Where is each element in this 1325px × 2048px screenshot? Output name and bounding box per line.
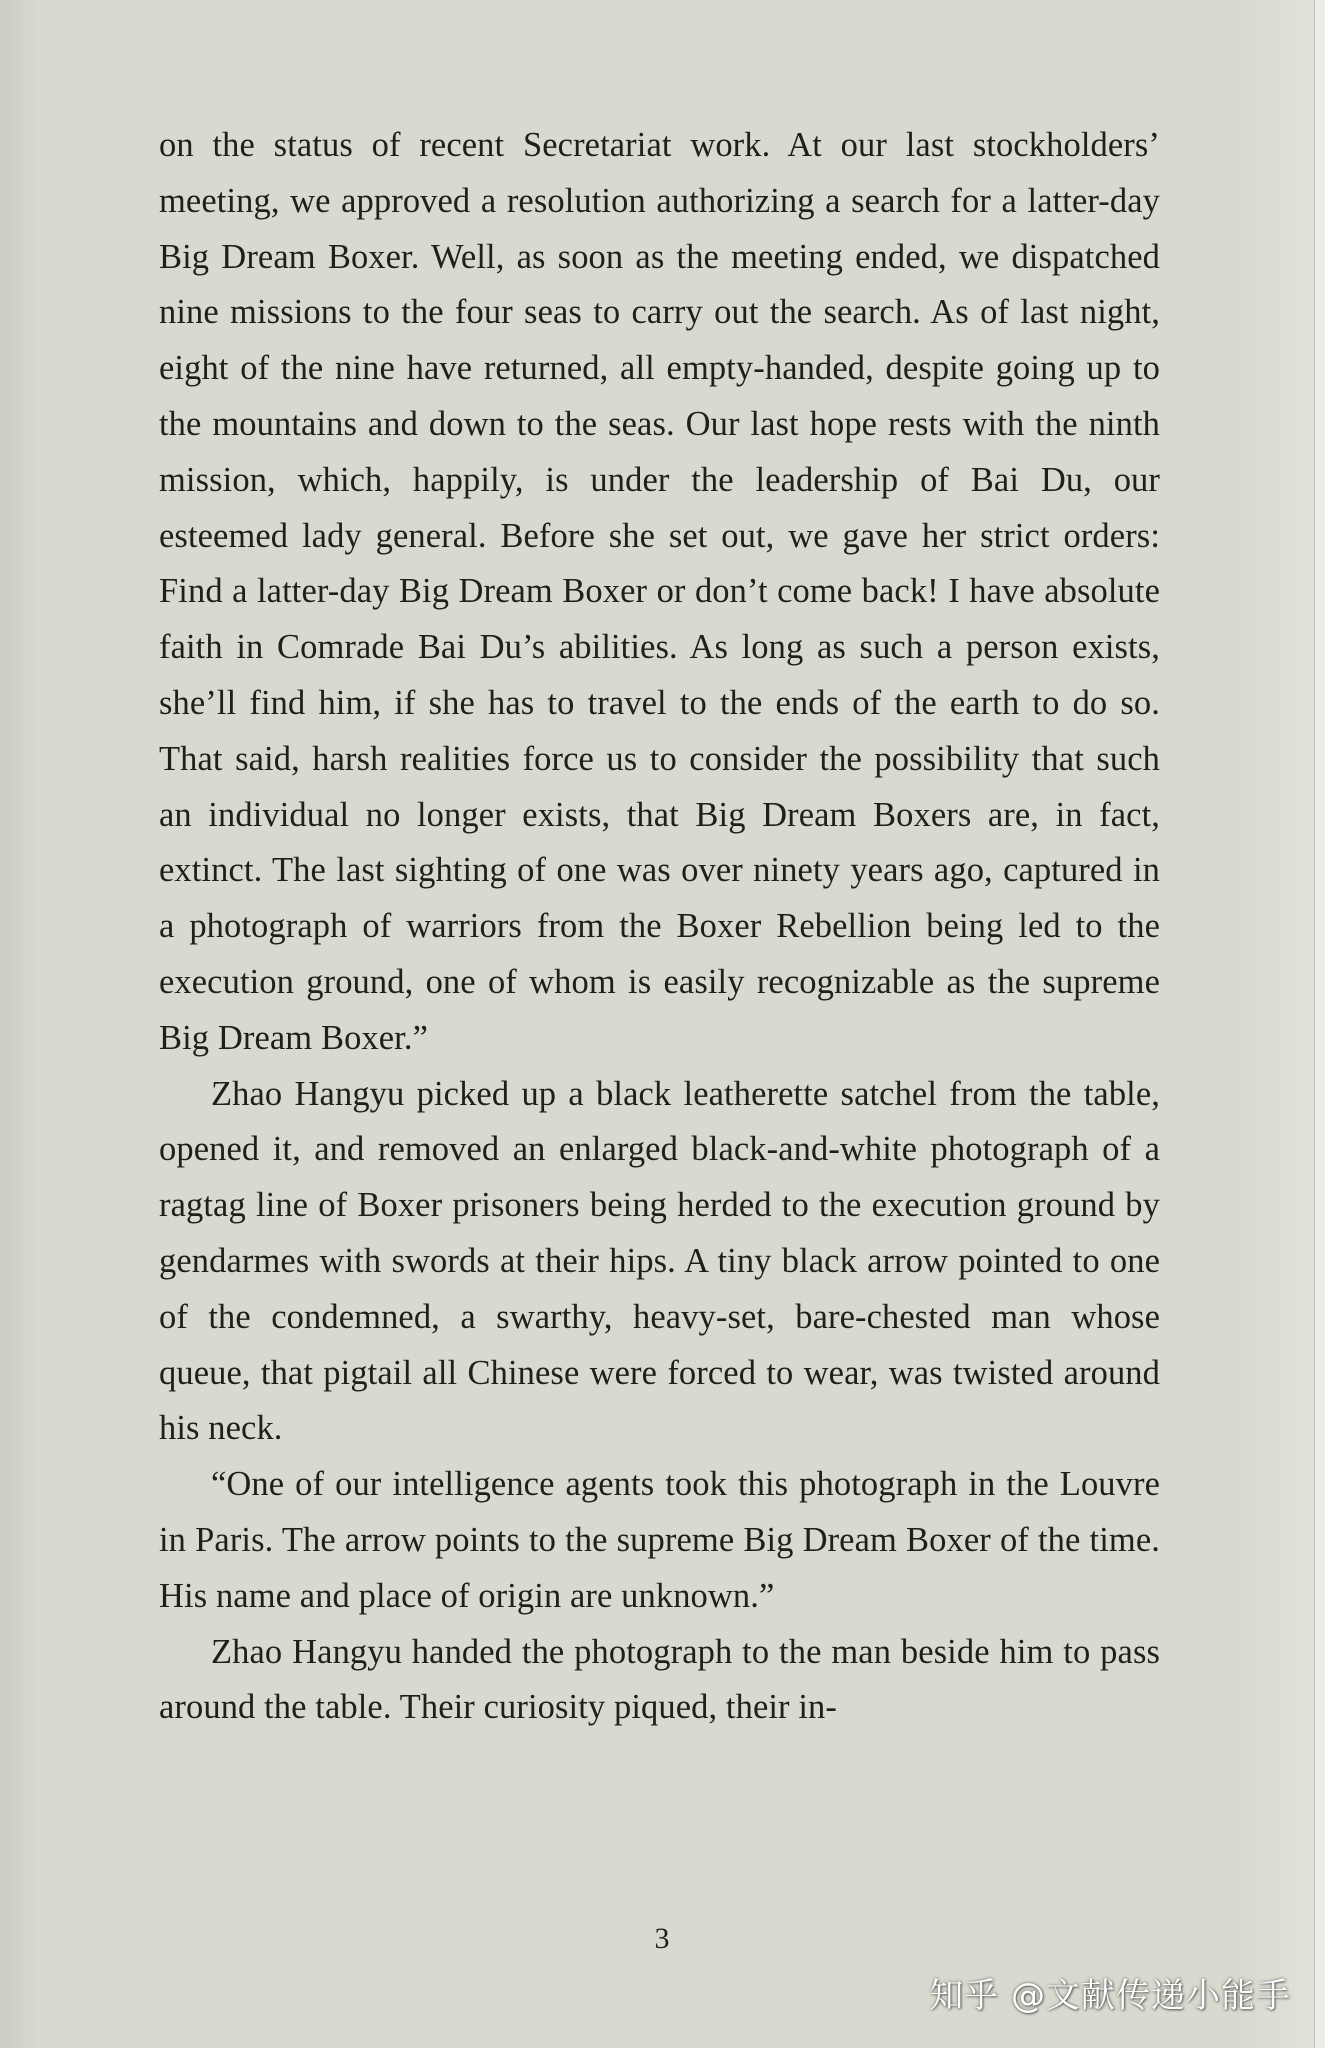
watermark-text: 知乎 @文献传递小能手 — [929, 1976, 1291, 2016]
body-text — [159, 118, 1160, 1736]
paragraph-quote: “One of our intelligence agents took this photograph in the Louvre in Paris. The arrow points to the supreme Big Dream Boxer of the time. His name and place of origin are unknown.” — [159, 1465, 1160, 1615]
paragraph-handed: Zhao Hangyu handed the photograph to the man beside him to pass around the table. Their curiosity piqued, their in- — [159, 1632, 1160, 1727]
paragraph-continued: on the status of recent Secretariat work. At our last stockholders’ meeting, we approved a resolution authorizing a search for a latter-day Big Dream Boxer. Well, as soon as the meeting ended, we dispatched nine missions to the four seas to carry out the search. As of last night, eight of the nine have returned, all empty-handed, despite going up to the mountains and down to the seas. Our last hope rests with the ninth mission, which, happily, is under the leadership of Bai Du, our esteemed lady general. Before she set out, we gave her strict orders: Find a latter-day Big Dream Boxer or don’t come back! I have absolute faith in Comrade Bai Du’s abilities. As long as such a person exists, she’ll find him, if she has to travel to the ends of the earth to do so. That said, harsh realities force us to consider the possibility that such an individual no longer exists, that Big Dream Boxers are, in fact, extinct. The last sighting of one was over ninety years ago, captured in a photograph of warriors from the Boxer Rebellion being led to the execution ground, one of whom is easily recognizable as the supreme Big Dream Boxer.” — [159, 126, 1160, 1057]
page-edge — [1314, 0, 1325, 2048]
paragraph-satchel: Zhao Hangyu picked up a black leatherette satchel from the table, opened it, and removed an enlarged black-and-white photograph of a ragtag line of Boxer prisoners being herded to the execution ground by gendarmes with swords at their hips. A tiny black arrow pointed to one of the condemned, a swarthy, heavy-set, bare-chested man whose queue, that pigtail all Chinese were forced to wear, was twisted around his neck. — [159, 1074, 1160, 1448]
page-number: 3 — [654, 1922, 671, 1955]
